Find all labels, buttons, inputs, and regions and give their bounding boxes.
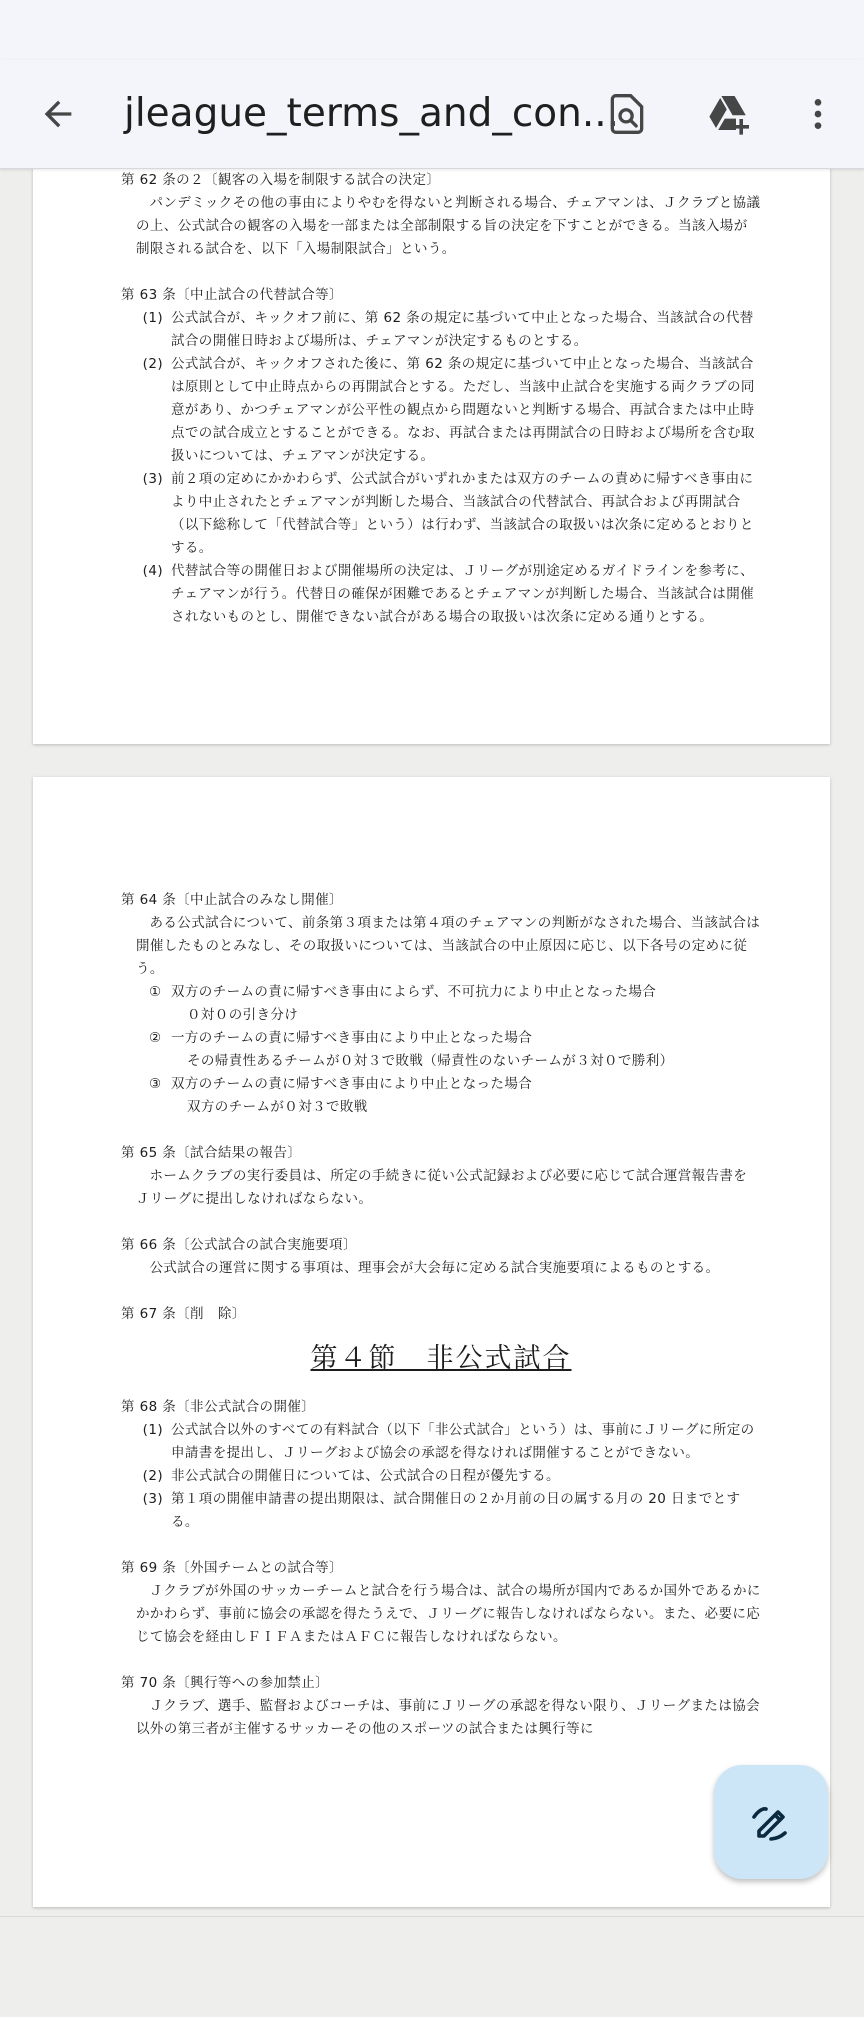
add-to-drive-button[interactable] (697, 82, 761, 146)
list-item: (1) 公式試合が、キックオフ前に、第 62 条の規定に基づいて中止となった場合、当該試合の代替試合の開催日時および場所は、チェアマンが決定するものとする。 (142, 310, 754, 349)
article-body: Ｊクラブが外国のサッカーチームと試合を行う場合は、試合の場所が国内であるか国外であるかにかかわらず、事前に協会の承認を得たうえで、Ｊリーグに報告しなければならない。また、必要に応じて協会を経由しＦＩＦＡまたはＡＦＣに報告しなければならない。 (136, 1583, 761, 1645)
document-title: jleague_terms_and_con... (124, 91, 620, 136)
list-item: (1) 公式試合以外のすべての有料試合（以下「非公式試合」という）は、事前にＪリーグに所定の申請書を提出し、Ｊリーグおよび協会の承認を得なければ開催することができない。 (142, 1422, 755, 1461)
annotate-button[interactable] (714, 1765, 828, 1879)
find-in-document-button[interactable] (595, 82, 659, 146)
article-heading: 第 67 条〔削 除〕 (121, 1306, 246, 1322)
page-content (121, 169, 761, 629)
pdf-page (33, 129, 830, 744)
more-options-button[interactable] (786, 82, 850, 146)
bottom-bar (0, 1916, 864, 2017)
article-heading: 第 63 条〔中止試合の代替試合等〕 (121, 287, 343, 303)
status-bar (0, 0, 864, 60)
list-item: (2) 公式試合が、キックオフされた後に、第 62 条の規定に基づいて中止となった場合、当該試合は原則として中止時点からの再開試合とする。ただし、当該中止試合を実施する両クラブの同意があり、かつチェアマンが公平性の観点から問題ないと判断する場合、再試合または中止時点での試合成立とすることができる。なお、再試合または再開試合の日時および場所を含む取扱いについては、チェアマンが決定する。 (142, 356, 755, 464)
find-in-document-icon (605, 92, 649, 136)
annotate-pen-icon (747, 1798, 795, 1846)
article-body: ある公式試合について、前条第３項または第４項のチェアマンの判断がなされた場合、当該試合は開催したものとみなし、その取扱いについては、当該試合の中止原因に応じ、以下各号の定めに従う。 (136, 915, 761, 977)
list-item: (3) 前２項の定めにかかわらず、公式試合がいずれかまたは双方のチームの責めに帰すべき事由により中止されたとチェアマンが判断した場合、当該試合の代替試合、再試合および再開試合（以下総称して「代替試合等」という）は行わず、当該試合の取扱いは次条に定めるとおりとする。 (142, 471, 754, 556)
case-result: その帰責性あるチームが０対３で敗戦（帰責性のないチームが３対０で勝利） (187, 1053, 674, 1069)
more-vert-icon (798, 94, 838, 134)
article-heading: 第 68 条〔非公式試合の開催〕 (121, 1399, 316, 1415)
list-item: ③ 双方のチームの責に帰すべき事由により中止となった場合 (149, 1076, 533, 1092)
article-heading: 第 70 条〔興行等への参加禁止〕 (121, 1675, 330, 1691)
article-heading: 第 62 条の２〔観客の入場を制限する試合の決定〕 (121, 172, 441, 188)
article-body: 公式試合の運営に関する事項は、理事会が大会毎に定める試合実施要項によるものとする。 (149, 1260, 720, 1276)
case-result: ０対０の引き分け (187, 1007, 299, 1023)
list-item: ① 双方のチームの責に帰すべき事由によらず、不可抗力により中止となった場合 (149, 984, 657, 1000)
article-heading: 第 69 条〔外国チームとの試合等〕 (121, 1560, 343, 1576)
pdf-page (33, 777, 830, 1907)
section-heading: 第４節 非公式試合 (310, 1343, 572, 1374)
app-bar (0, 60, 864, 169)
page-content (121, 889, 761, 1741)
article-body: パンデミックその他の事由によりやむを得ないと判断される場合、チェアマンは、Ｊクラブと協議の上、公式試合の観客の入場を一部または全部制限する旨の決定を下すことができる。当該入場が制限される試合を、以下「入場制限試合」という。 (136, 195, 761, 257)
article-body: ホームクラブの実行委員は、所定の手続きに従い公式記録および必要に応じて試合運営報告書をＪリーグに提出しなければならない。 (136, 1168, 748, 1207)
list-item: (2) 非公式試合の開催日については、公式試合の日程が優先する。 (142, 1468, 560, 1484)
arrow-back-icon (38, 94, 78, 134)
list-item: (4) 代替試合等の開催日および開催場所の決定は、Ｊリーグが別途定めるガイドラインを参考に、チェアマンが行う。代替日の確保が困難であるとチェアマンが判断した場合、当該試合は開催されないものとし、開催できない試合がある場合の取扱いは次条に定める通りとする。 (142, 563, 754, 625)
article-body: Ｊクラブ、選手、監督およびコーチは、事前にＪリーグの承認を得ない限り、Ｊリーグまたは協会以外の第三者が主催するサッカーその他のスポーツの試合または興行等に (136, 1698, 761, 1737)
article-heading: 第 65 条〔試合結果の報告〕 (121, 1145, 302, 1161)
list-item: (3) 第１項の開催申請書の提出期限は、試合開催日の２か月前の日の属する月の 20 日までとする。 (142, 1491, 741, 1530)
article-heading: 第 64 条〔中止試合のみなし開催〕 (121, 892, 343, 908)
pdf-viewer[interactable] (0, 169, 864, 1916)
article-heading: 第 66 条〔公式試合の試合実施要項〕 (121, 1237, 357, 1253)
back-button[interactable] (26, 82, 90, 146)
add-to-drive-icon (705, 90, 753, 138)
case-result: 双方のチームが０対３で敗戦 (187, 1099, 368, 1115)
list-item: ② 一方のチームの責に帰すべき事由により中止となった場合 (149, 1030, 533, 1046)
